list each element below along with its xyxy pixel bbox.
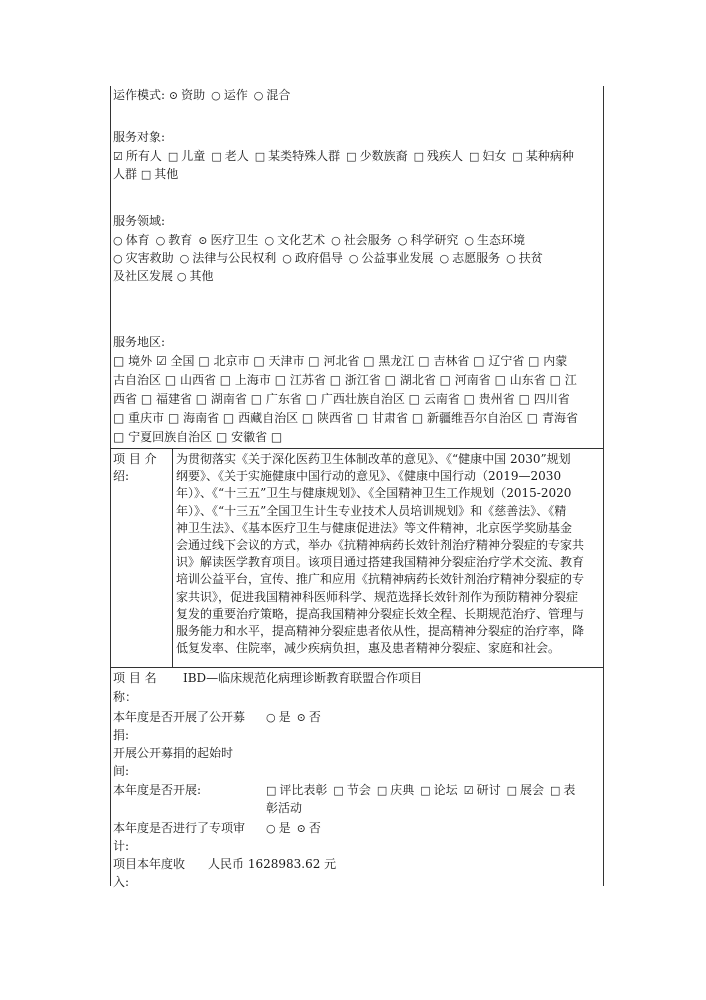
service-field-option[interactable] [180, 251, 277, 265]
radio-icon: ○ [176, 270, 187, 283]
activity-option[interactable] [550, 783, 575, 797]
service-field-option[interactable] [506, 251, 543, 265]
checkbox-icon: □ [140, 168, 152, 181]
income-label: 项目本年度收 [113, 857, 186, 871]
radio-icon: ⊙ [168, 89, 179, 102]
fundraise-options [266, 709, 327, 726]
service-target-option[interactable] [512, 149, 573, 163]
intro-text-line: 纲要》、《关于实施健康中国行动的意见》、《健康中国行动（2019—2030 [176, 469, 562, 484]
activities-options [266, 782, 581, 799]
activity-option[interactable] [377, 783, 414, 797]
radio-icon: ○ [331, 234, 341, 247]
service-field-option-label: 公益事业发展 [361, 251, 434, 265]
service-targets-options-2 [113, 166, 184, 183]
service-field-option[interactable] [113, 233, 150, 247]
checkbox-icon: □ [413, 150, 424, 163]
intro-text-line: 复发的重要治疗策略，提高我国精神分裂症长效全程、长期规范治疗、管理与 [176, 606, 585, 621]
operation-mode-option-label: 混合 [266, 88, 291, 102]
project-name-label-2: 称： [113, 690, 138, 704]
service-field-option[interactable] [177, 269, 214, 283]
checkbox-icon: □ [376, 784, 388, 797]
service-regions-line: □ 境外 ☑ 全国 □ 北京市 □ 天津市 □ 河北省 □ 黑龙江 □ 吉林省 □ 辽宁省 □ 内蒙 [113, 354, 568, 368]
service-targets-options [113, 148, 580, 165]
checkbox-icon: □ [266, 784, 277, 797]
service-target-option[interactable] [469, 149, 506, 163]
activity-option[interactable] [464, 783, 501, 797]
intro-text-line: 低复发率、住院率，减少疾病负担，惠及患者精神分裂症、家庭和社会。 [176, 641, 561, 656]
service-regions-label: 服务地区: [113, 335, 166, 349]
operation-mode-label: 运作模式: [113, 88, 166, 102]
radio-icon: ○ [179, 252, 190, 265]
service-target-option[interactable] [414, 149, 463, 163]
radio-icon: ○ [464, 234, 474, 247]
activity-option[interactable] [333, 783, 370, 797]
radio-icon: ○ [266, 822, 276, 835]
audit-option[interactable] [266, 821, 291, 835]
checkbox-icon: ☑ [113, 150, 123, 163]
activity-option-label: 论坛 [433, 783, 458, 797]
service-fields-label: 服务领域: [113, 214, 166, 228]
fundraise-label-2: 捐: [113, 728, 130, 742]
service-field-option-label: 科学研究 [410, 233, 459, 247]
radio-icon: ○ [113, 234, 123, 247]
service-target-option[interactable] [168, 149, 205, 163]
intro-text-line: 识》解读医学教育项目。该项目通过搭建我国精神分裂症治疗学术交流、教育 [176, 555, 585, 570]
activity-option-label: 庆典 [390, 783, 415, 797]
income-value: 人民币 1628983.62 元 [208, 857, 337, 871]
checkbox-icon: □ [420, 784, 431, 797]
service-target-option-label: 老人 [224, 149, 249, 163]
audit-option-label: 是 [278, 821, 291, 835]
activities-label: 本年度是否开展: [113, 783, 202, 797]
service-field-option-label: 教育 [168, 233, 193, 247]
service-fields-lead: 及社区发展 [113, 269, 174, 283]
service-field-option-label: 社会服务 [343, 233, 392, 247]
service-regions-line: 西省 □ 福建省 □ 湖南省 □ 广东省 □ 广西壮族自治区 □ 云南省 □ 贵州省 □ 四川省 [113, 392, 570, 406]
income-label-2: 入: [113, 875, 130, 889]
intro-text-line: 为贯彻落实《关于深化医药卫生体制改革的意见》、《“健康中国 2030”规划 [176, 452, 571, 466]
service-regions-line: □ 宁夏回族自治区 □ 安徽省 □ [113, 430, 283, 444]
service-field-option[interactable] [264, 233, 325, 247]
intro-text-line: 年）》、《“十三五”全国卫生计生专业技术人员培训规划》和《慈善法》、《精 [176, 503, 567, 518]
audit-options [266, 820, 327, 837]
service-field-option-label: 扶贫 [518, 251, 543, 265]
radio-icon: ○ [282, 252, 292, 265]
service-target-option-label: 残疾人 [426, 149, 463, 163]
intro-text-line: 年）》、《“十三五”卫生与健康规划》、《全国精神卫生工作规划（2015-2020 [176, 486, 572, 501]
radio-icon: ⊙ [296, 711, 306, 724]
service-field-option-label: 医疗卫生 [210, 233, 259, 247]
service-fields-options [113, 232, 531, 249]
activity-option-label: 展会 [519, 783, 544, 797]
service-target-option[interactable] [211, 149, 248, 163]
project-name-value: IBD—临床规范化病理诊断教育联盟合作项目 [183, 671, 423, 685]
radio-icon: ○ [264, 234, 275, 247]
checkbox-icon: □ [346, 150, 357, 163]
service-fields-options-2 [113, 250, 549, 267]
service-target-option-label: 某类特殊人群 [268, 149, 341, 163]
operation-mode-option[interactable] [211, 88, 248, 102]
fundraise-label: 本年度是否开展了公开募 [113, 710, 246, 724]
service-field-option[interactable] [156, 233, 193, 247]
intro-label: 项 目 介 [113, 452, 157, 466]
radio-icon: ⊙ [296, 822, 306, 835]
activity-option-label: 研讨 [476, 783, 501, 797]
intro-text [176, 451, 600, 657]
checkbox-icon: □ [512, 150, 523, 163]
radio-icon: ○ [113, 252, 123, 265]
fundraise-start-label: 开展公开募捐的起始时 [113, 746, 234, 760]
radio-icon: ○ [348, 252, 359, 265]
row-divider-1 [110, 448, 604, 449]
activity-option[interactable] [507, 783, 544, 797]
service-target-option[interactable] [113, 149, 162, 163]
service-regions-line: □ 重庆市 □ 海南省 □ 西藏自治区 □ 陕西省 □ 甘肃省 □ 新疆维吾尔自治区 □ 青海省 [113, 411, 578, 425]
fundraise-start-label-2: 间: [113, 764, 130, 778]
checkbox-icon: □ [333, 784, 344, 797]
service-field-option-label: 志愿服务 [452, 251, 501, 265]
audit-label-2: 计: [113, 839, 130, 853]
service-field-option-label: 文化艺术 [277, 233, 326, 247]
service-field-option[interactable] [440, 251, 501, 265]
operation-mode-options [169, 88, 296, 102]
operation-mode-option-label: 运作 [223, 88, 248, 102]
activity-option-label: 表 [563, 783, 576, 797]
service-target-option-label: 其他 [154, 167, 179, 181]
checkbox-icon: □ [506, 784, 517, 797]
radio-icon: ○ [253, 89, 264, 102]
radio-icon: ○ [155, 234, 166, 247]
operation-mode-row [113, 87, 296, 104]
checkbox-icon: ☑ [463, 784, 474, 797]
intro-text-line: 服务能力和水平，提高精神分裂症患者依从性，提高精神分裂症的治疗率，降 [176, 624, 585, 639]
checkbox-icon: □ [211, 150, 222, 163]
service-field-option[interactable] [464, 233, 525, 247]
operation-mode-option[interactable] [169, 88, 205, 102]
fundraise-option-label: 否 [308, 710, 321, 724]
activities-options-2: 彰活动 [266, 801, 303, 815]
fundraise-option[interactable] [297, 710, 321, 724]
checkbox-icon: □ [550, 784, 561, 797]
radio-icon: ○ [439, 252, 450, 265]
fundraise-option[interactable] [266, 710, 291, 724]
intro-text-line: 家共识》，促进我国精神科医师科学、规范选择长效针剂作为预防精神分裂症 [176, 589, 579, 604]
service-target-option-label: 妇女 [482, 149, 507, 163]
service-field-option-label: 法律与公民权利 [192, 251, 277, 265]
radio-icon: ○ [266, 711, 276, 724]
intro-label-2: 绍: [113, 469, 130, 483]
service-target-option-label: 少数族裔 [359, 149, 408, 163]
checkbox-icon: □ [254, 150, 266, 163]
service-target-option[interactable] [141, 167, 178, 181]
activity-option-label: 评比表彰 [279, 783, 328, 797]
operation-mode-option[interactable] [254, 88, 291, 102]
service-target-option-label: 某种病种 [525, 149, 574, 163]
fundraise-option-label: 是 [278, 710, 291, 724]
radio-icon: ○ [397, 234, 408, 247]
service-targets-label: 服务对象: [113, 130, 166, 144]
radio-icon: ○ [506, 252, 516, 265]
radio-icon: ○ [211, 89, 221, 102]
intro-text-line: 培训公益平台，宣传、推广和应用《抗精神病药长效针剂治疗精神分裂症的专 [176, 572, 585, 587]
service-targets-lead: 人群 [113, 167, 138, 181]
service-field-option-label: 灾害救助 [125, 251, 174, 265]
activity-option[interactable] [420, 783, 457, 797]
audit-option-label: 否 [308, 821, 321, 835]
row-divider-2 [110, 667, 604, 668]
intro-text-line: 会通过线下会议的方式，举办《抗精神病药长效针剂治疗精神分裂症的专家共 [176, 538, 585, 553]
service-field-option[interactable] [198, 233, 258, 247]
radio-icon: ⊙ [198, 234, 208, 247]
service-target-option[interactable] [346, 149, 407, 163]
service-field-option-label: 政府倡导 [294, 251, 343, 265]
service-field-option-label: 生态环境 [476, 233, 525, 247]
activity-option[interactable] [266, 783, 327, 797]
intro-text-line: 神卫生法》、《基本医疗卫生与健康促进法》等文件精神，北京医学奖励基金 [176, 520, 573, 535]
service-field-option-label: 其他 [189, 269, 214, 283]
service-field-option[interactable] [282, 251, 343, 265]
service-target-option-label: 儿童 [181, 149, 206, 163]
service-field-option[interactable] [398, 233, 459, 247]
checkbox-icon: □ [469, 150, 480, 163]
service-field-option[interactable] [349, 251, 434, 265]
service-regions-line: 古自治区 □ 山西省 □ 上海市 □ 江苏省 □ 浙江省 □ 湖北省 □ 河南省 □ 山东省 □ 江 [113, 373, 577, 387]
service-target-option[interactable] [255, 149, 340, 163]
project-name-label: 项 目 名 [113, 671, 157, 685]
service-field-option[interactable] [113, 251, 174, 265]
audit-label: 本年度是否进行了专项审 [113, 821, 246, 835]
intro-column-divider [172, 448, 173, 667]
service-fields-options-3 [113, 268, 219, 285]
audit-option[interactable] [297, 821, 321, 835]
activity-option-label: 节会 [346, 783, 371, 797]
operation-mode-option-label: 资助 [181, 88, 206, 102]
service-field-option-label: 体育 [125, 233, 150, 247]
checkbox-icon: □ [167, 150, 179, 163]
service-field-option[interactable] [331, 233, 392, 247]
service-target-option-label: 所有人 [125, 149, 162, 163]
